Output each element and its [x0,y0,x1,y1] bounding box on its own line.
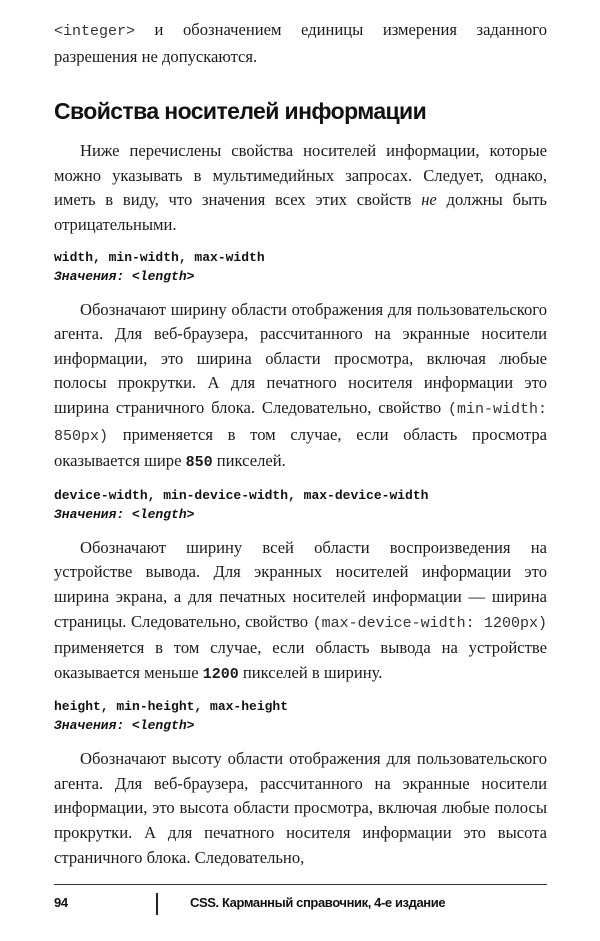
values-label: Значения: [54,506,125,522]
description-width [54,298,547,476]
page-content [54,18,547,870]
desc-text: пикселей. [212,451,286,471]
number-value: 1200 [202,665,239,683]
code-integer: <integer> [54,23,136,40]
values-type: <length> [124,268,195,284]
desc-text: пикселей в ширину. [238,662,383,682]
definition-device-width [54,486,547,524]
values-label: Значения: [54,718,125,734]
lead-paragraph [54,139,547,237]
lead-text-after: должны быть отрицательными. [54,190,547,234]
lead-text-before: Ниже перечислены свойства носителей информации, которые можно указывать в мультимедийных запросах. Следует, однако, иметь в виду, что значения всех этих свойств [54,141,547,210]
values-type: <length> [124,718,195,734]
intro-paragraph [54,18,547,69]
values-type: <length> [124,506,195,522]
definition-width [54,248,547,286]
desc-text: применяется в том случае, если область просмотра оказывается шире [54,424,547,471]
number-value: 850 [185,454,213,472]
property-values [54,716,547,735]
property-names: device-width, min-device-width, max-device-width [54,487,429,503]
property-values [54,505,547,524]
footer-divider [54,884,547,885]
property-names: width, min-width, max-width [54,249,265,265]
book-title: CSS. Карманный справочник, 4-е издание [190,895,446,910]
page-footer [54,895,547,915]
values-label: Значения: [54,268,125,284]
code-example: (min-width: 850px) [54,400,547,445]
intro-text: и обозначением единицы измерения заданного разрешения не допускаются. [54,20,547,66]
description-height [54,747,547,870]
section-title: Свойства носителей информации [54,98,427,125]
desc-text: Обозначают ширину области отображения для пользовательского агента. Для веб-браузера, рассчитанного на экранные носители информации, это ширина области просмотра, включая любые полосы прокрутки. А для печатного носителя информации это ширина страничного блока. Следовательно, свойство [54,299,547,417]
definition-height [54,697,547,735]
desc-text: Обозначают высоту области отображения для пользовательского агента. Для веб-браузера, рассчитанного на экранные носители информации, это высота области просмотра, включая любые полосы прокрутки. А для печатного носителя информации это высота страничного блока. Следовательно, [54,749,547,867]
property-values [54,267,547,286]
description-device-width [54,536,547,688]
code-example: (max-device-width: 1200px) [312,614,548,632]
desc-text: Обозначают ширину всей области воспроизведения на устройстве вывода. Для экранных носителей информации это ширина экрана, а для печатных носителей информации — ширина страницы. Следовательно, свойство [54,537,547,631]
page-number: 94 [54,895,68,910]
property-names: height, min-height, max-height [54,699,289,715]
desc-text: применяется в том случае, если область вывода на устройстве оказывается меньше [54,638,547,682]
footer-separator [156,893,158,915]
lead-emphasis: не [421,190,437,210]
